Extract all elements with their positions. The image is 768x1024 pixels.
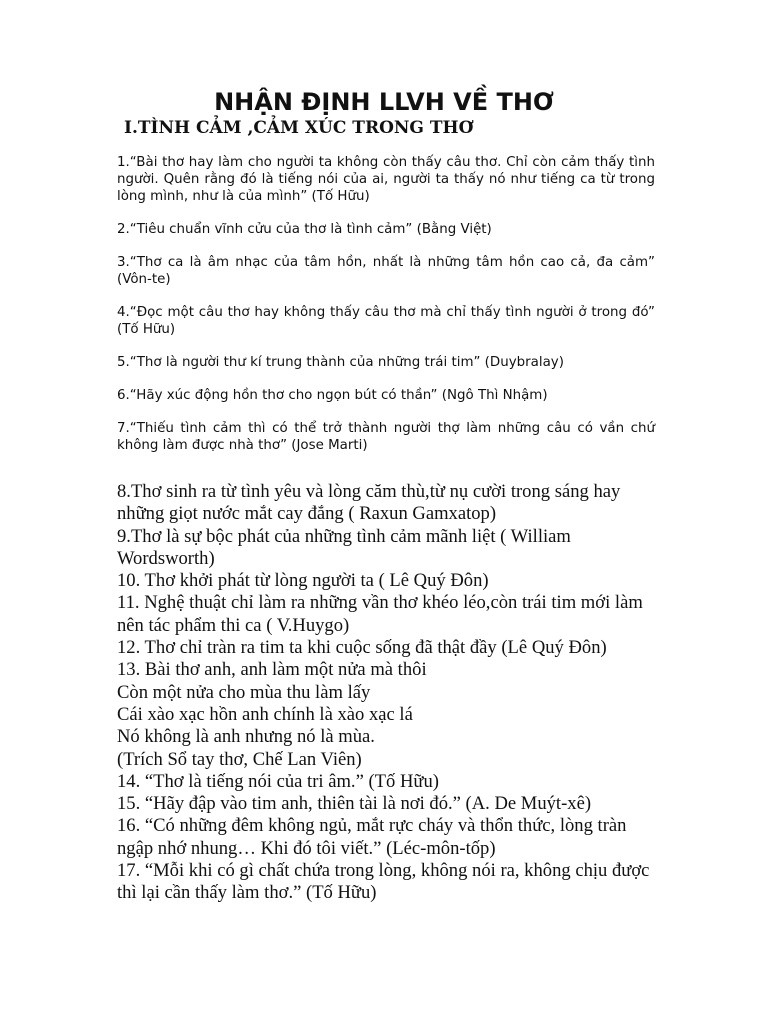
poem-source: (Trích Sổ tay thơ, Chế Lan Viên) — [117, 748, 362, 770]
quote-item: 8.Thơ sinh ra từ tình yêu và lòng căm thù,từ nụ cười trong sáng hay những giọt nước mắt cay đắng ( Raxun Gamxatop) — [117, 481, 621, 525]
quote-item: 16. “Có những đêm không ngủ, mắt rực cháy và thổn thức, lòng tràn ngập nhớ nhung… Khi đó tôi viết.” (Léc-môn-tốp) — [117, 815, 627, 859]
quote-item: 17. “Mỗi khi có gì chất chứa trong lòng, không nói ra, không chịu được thì lại cần thấy làm thơ.” (Tố Hữu) — [117, 860, 650, 904]
quote-item: 10. Thơ khởi phát từ lòng người ta ( Lê Quý Đôn) — [117, 570, 489, 592]
quote-item: 12. Thơ chỉ tràn ra tim ta khi cuộc sống đã thật đầy (Lê Quý Đôn) — [117, 637, 607, 659]
quote-item: 6.“Hãy xúc động hồn thơ cho ngọn bút có thần” (Ngô Thì Nhậm) — [117, 388, 548, 403]
quote-item: 11. Nghệ thuật chỉ làm ra những vần thơ khéo léo,còn trái tim mới làm nên tác phẩm thi ca ( V.Huygo) — [117, 592, 643, 636]
quote-item: 7.“Thiếu tình cảm thì có thể trở thành người thợ làm những câu có vần chứ không làm được nhà thơ” (Jose Marti) — [117, 421, 655, 453]
quote-item: 5.“Thơ là người thư kí trung thành của những trái tim” (Duybralay) — [117, 355, 564, 370]
poem-line: Còn một nửa cho mùa thu làm lấy — [117, 681, 371, 703]
quote-item: 1.“Bài thơ hay làm cho người ta không còn thấy câu thơ. Chỉ còn cảm thấy tình người. Quên rằng đó là tiếng nói của ai, người ta thấy nó như tiếng ca từ trong lòng mình, như là của mình” (Tố Hữu) — [117, 155, 655, 204]
quote-list-serif — [117, 481, 657, 905]
page-title: NHẬN ĐỊNH LLVH VỀ THƠ — [214, 88, 554, 116]
section-heading: I.TÌNH CẢM ,CẢM XÚC TRONG THƠ — [124, 118, 474, 138]
quote-item: 14. “Thơ là tiếng nói của tri âm.” (Tố Hữu) — [117, 770, 439, 792]
quote-item: 9.Thơ là sự bộc phát của những tình cảm mãnh liệt ( William Wordsworth) — [117, 525, 571, 569]
quote-item: 2.“Tiêu chuẩn vĩnh cửu của thơ là tình cảm” (Bằng Việt) — [117, 222, 492, 237]
poem-line: 13. Bài thơ anh, anh làm một nửa mà thôi — [117, 659, 427, 681]
quote-item: 4.“Đọc một câu thơ hay không thấy câu thơ mà chỉ thấy tình người ở trong đó” (Tố Hữu) — [117, 305, 655, 337]
quote-item: 3.“Thơ ca là âm nhạc của tâm hồn, nhất là những tâm hồn cao cả, đa cảm” (Vôn-te) — [117, 255, 655, 287]
poem-line: Cái xào xạc hồn anh chính là xào xạc lá — [117, 703, 413, 725]
poem-line: Nó không là anh nhưng nó là mùa. — [117, 726, 375, 748]
quote-list-sans — [117, 154, 655, 470]
quote-item: 15. “Hãy đập vào tim anh, thiên tài là nơi đó.” (A. De Muýt-xê) — [117, 793, 592, 815]
